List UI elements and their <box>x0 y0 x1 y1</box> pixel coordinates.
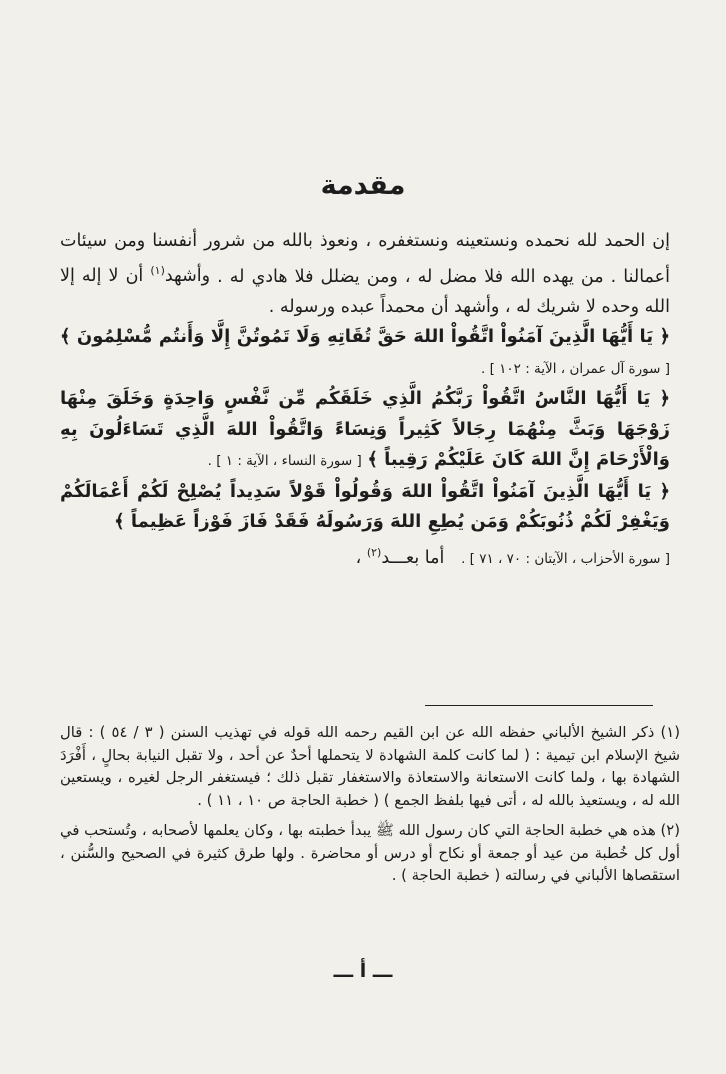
verse-1-reference: [ سورة آل عمران ، الآية : ١٠٢ ] . <box>481 360 670 377</box>
footnote-2: (٢) هذه هي خطبة الحاجة التي كان رسول الله ﷺ يبدأ خطبته بها ، وكان يعلمها لأصحابه ، وتُستحب في أول كل خُطبة من عيد أو جمعة أو نكاح أو درس أو محاضرة . ولها طرق كثيرة في الصحيح والسُّنن ، استقصاها الألباني في رسالته ( خطبة الحاجة ) . <box>60 822 680 884</box>
verse-3-reference: [ سورة الأحزاب ، الآيتان : ٧٠ ، ٧١ ] . <box>461 550 670 567</box>
intro-line-2-start: وأشهد <box>164 266 211 287</box>
footnote-divider <box>425 705 653 706</box>
footnote-marker-2[interactable]: (٢) <box>366 545 382 559</box>
verse-2-reference: [ سورة النساء ، الآية : ١ ] . <box>207 453 362 470</box>
footnotes <box>60 722 680 888</box>
closing-line <box>60 538 670 574</box>
closing-text: أما بعـــد <box>381 547 445 568</box>
footnote-1: (١) ذكر الشيخ الألباني حفظه الله عن ابن القيم رحمه الله قوله في تهذيب السنن ( ٣ / ٥٤ ) : قال شيخ الإسلام ابن تيمية : ( لما كانت كلمة الشهادة لا يتحملها أحدٌ عن أحد ، ولا تقبل النيابة بحالٍ ، أَفْرَدَ الشهادة بها ، ولما كانت الاستعانة والاستعاذة والاستغفار تقبل ذلك ؛ فيستغفر الرجل لغيره ، ويستعين الله له ، ويستعيذ بالله له ، أتى فيها بلفظ الجمع ) ( خطبة الحاجة ص ١٠ ، ١١ ) . <box>60 724 681 809</box>
verse-2: ﴿ يَا أَيُّهَا النَّاسُ اتَّقُواْ رَبَّكُمُ الَّذِي خَلَقَكُم مِّن نَّفْسٍ وَاحِدَةٍ وَخَلَقَ مِنْهَا زَوْجَهَا وَبَثَّ مِنْهُمَا رِجَالاً كَثِيراً وَنِسَاءً وَاتَّقُواْ اللهَ الَّذِي تَسَاءَلُونَ بِهِ وَالْأَرْحَامَ إِنَّ اللهَ كَانَ عَلَيْكُمْ رَقِيباً ﴾ <box>60 388 670 471</box>
page-title: مقدمة <box>320 170 406 201</box>
footnote-gap <box>60 812 680 820</box>
closing-tail: ، <box>355 547 367 568</box>
intro-line-1: إن الحمد لله نحمده ونستعينه ونستغفره ، ونعوذ بالله من شرور أنفسنا ومن سيئات أعمالنا . من يهده الله فلا مضل له ، ومن يضلل فلا هادي له . <box>60 231 670 287</box>
verse-1: ﴿ يَا أَيُّهَا الَّذِينَ آمَنُواْ اتَّقُواْ اللهَ حَقَّ تُقَاتِهِ وَلَا تَمُوتُنَّ إِلَّا وَأَنتُم مُّسْلِمُونَ ﴾ <box>60 326 670 348</box>
verse-block <box>60 477 670 538</box>
verse-block <box>60 322 670 384</box>
page-number: ـــ أ ـــ <box>333 960 393 982</box>
intro-paragraph <box>60 226 670 322</box>
verse-3: ﴿ يَا أَيُّهَا الَّذِينَ آمَنُواْ اتَّقُواْ اللهَ وَقُولُواْ قَوْلاً سَدِيداً يُصْلِحْ لَكُمْ أَعْمَالَكُمْ وَيَغْفِرْ لَكُمْ ذُنُوبَكُمْ وَمَن يُطِعِ اللهَ وَرَسُولَهُ فَقَدْ فَازَ فَوْزاً عَظِيماً ﴾ <box>60 480 670 533</box>
footnote-marker-1[interactable]: (١) <box>150 264 165 278</box>
verse-block <box>60 384 670 477</box>
intro-line-2-end: أن لا إله إلا الله وحده لا شريك له ، وأشهد أن محمداً عبده ورسوله . <box>60 266 670 317</box>
main-text <box>60 226 670 574</box>
